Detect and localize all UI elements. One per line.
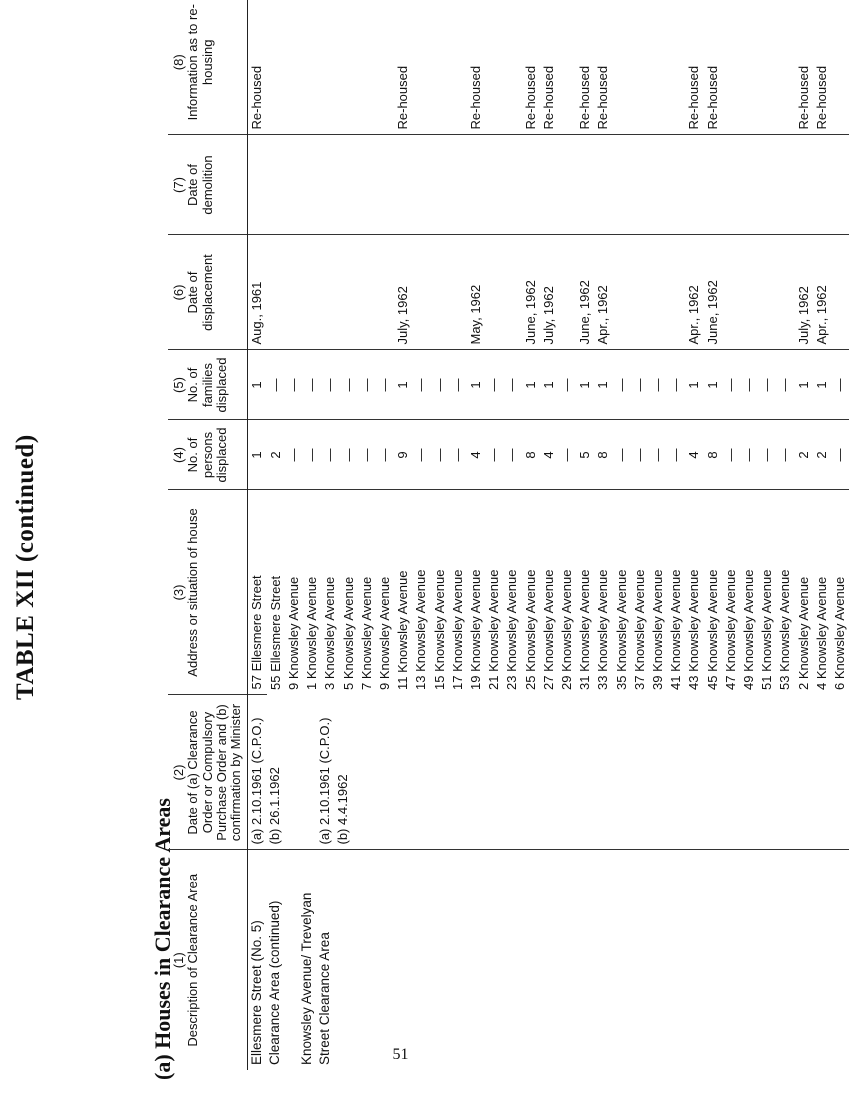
rehousing-info [358, 0, 376, 135]
families-displaced: — [613, 350, 631, 420]
persons-displaced: — [358, 420, 376, 490]
persons-displaced: — [667, 420, 685, 490]
house-address: 6 Knowsley Avenue [831, 576, 847, 690]
rehousing-info: Re-housed [576, 0, 594, 135]
families-displaced: 1 [594, 350, 612, 420]
families-displaced: — [267, 350, 285, 420]
demolition-date [412, 135, 430, 235]
rehousing-info [285, 0, 303, 135]
order-date-a: (a) 2.10.1961 (C.P.O.) [249, 717, 265, 845]
displacement-date [503, 235, 521, 350]
house-address: 37 Knowsley Avenue [631, 569, 647, 690]
displacement-date [667, 235, 685, 350]
persons-displaced: — [321, 420, 339, 490]
displacement-date: Apr., 1962 [594, 235, 612, 350]
rehousing-info: Re-housed [685, 0, 703, 135]
families-displaced: — [340, 350, 358, 420]
rehousing-info [722, 0, 740, 135]
families-displaced: — [412, 350, 430, 420]
demolition-date [267, 135, 285, 235]
house-address: 35 Knowsley Avenue [613, 569, 629, 690]
rehousing-info [485, 0, 503, 135]
persons-displaced: 2 [813, 420, 831, 490]
house-address: 25 Knowsley Avenue [522, 569, 538, 690]
rehousing-info: Re-housed [594, 0, 612, 135]
persons-displaced: — [613, 420, 631, 490]
families-displaced: — [321, 350, 339, 420]
demolition-date [358, 135, 376, 235]
persons-displaced: — [776, 420, 794, 490]
order-date-a: (a) 2.10.1961 (C.P.O.) [317, 717, 333, 845]
rehousing-info: Re-housed [540, 0, 558, 135]
persons-displaced: 5 [576, 420, 594, 490]
persons-displaced: 8 [704, 420, 722, 490]
displacement-date [722, 235, 740, 350]
demolition-date [758, 135, 776, 235]
families-displaced: — [449, 350, 467, 420]
persons-displaced: 2 [267, 420, 285, 490]
confirmation-date-b: (b) 4.4.1962 [335, 774, 351, 845]
persons-displaced: — [340, 420, 358, 490]
rehousing-info: Re-housed [467, 0, 485, 135]
persons-displaced: 4 [685, 420, 703, 490]
displacement-date [285, 235, 303, 350]
house-address: 51 Knowsley Avenue [759, 569, 775, 690]
displacement-date [431, 235, 449, 350]
rehousing-info: Re-housed [813, 0, 831, 135]
rehousing-info [558, 0, 576, 135]
rehousing-info [412, 0, 430, 135]
house-address: 49 Knowsley Avenue [740, 569, 756, 690]
demolition-date [376, 135, 394, 235]
demolition-date [394, 135, 412, 235]
persons-displaced: — [758, 420, 776, 490]
persons-displaced: 9 [394, 420, 412, 490]
demolition-date [685, 135, 703, 235]
persons-displaced: — [503, 420, 521, 490]
persons-displaced: 1 [248, 420, 267, 490]
displacement-date [558, 235, 576, 350]
displacement-date [449, 235, 467, 350]
families-displaced: — [667, 350, 685, 420]
table-row [248, 0, 267, 1070]
families-displaced: 1 [522, 350, 540, 420]
house-address: 17 Knowsley Avenue [449, 569, 465, 690]
rehousing-info [376, 0, 394, 135]
rehousing-info: Re-housed [394, 0, 412, 135]
demolition-date [613, 135, 631, 235]
house-address: 4 Knowsley Avenue [813, 576, 829, 690]
house-address: 33 Knowsley Avenue [595, 569, 611, 690]
displacement-date [776, 235, 794, 350]
rehousing-info: Re-housed [795, 0, 813, 135]
demolition-date [631, 135, 649, 235]
families-displaced: — [376, 350, 394, 420]
displacement-date: Aug., 1961 [248, 235, 267, 350]
families-displaced: — [776, 350, 794, 420]
house-address: 55 Ellesmere Street [267, 575, 283, 690]
displacement-date [267, 235, 285, 350]
column-header-displacement-date: (6) Date of displacement [168, 235, 248, 350]
displacement-date [340, 235, 358, 350]
demolition-date [667, 135, 685, 235]
families-displaced: — [831, 350, 849, 420]
house-address: 53 Knowsley Avenue [777, 569, 793, 690]
families-displaced: — [631, 350, 649, 420]
header-row [168, 0, 248, 1070]
order-dates [248, 695, 849, 850]
persons-displaced: — [485, 420, 503, 490]
rehousing-info [267, 0, 285, 135]
house-address: 57 Ellesmere Street [248, 490, 267, 695]
confirmation-date-b: (b) 26.1.1962 [267, 767, 283, 845]
families-displaced: 1 [248, 350, 267, 420]
house-address: 11 Knowsley Avenue [395, 570, 411, 690]
persons-displaced: — [449, 420, 467, 490]
families-displaced: — [722, 350, 740, 420]
displacement-date [831, 235, 849, 350]
house-address: 47 Knowsley Avenue [722, 569, 738, 690]
persons-displaced: — [831, 420, 849, 490]
house-address: 41 Knowsley Avenue [668, 569, 684, 690]
families-displaced: — [558, 350, 576, 420]
demolition-date [813, 135, 831, 235]
rehousing-info [503, 0, 521, 135]
rehousing-info [340, 0, 358, 135]
demolition-date [740, 135, 758, 235]
house-address: 7 Knowsley Avenue [358, 576, 374, 690]
demolition-date [831, 135, 849, 235]
demolition-date [722, 135, 740, 235]
persons-displaced: — [412, 420, 430, 490]
house-address: 9 Knowsley Avenue [376, 576, 392, 690]
house-address: 5 Knowsley Avenue [340, 576, 356, 690]
rehousing-info [431, 0, 449, 135]
rehousing-info [758, 0, 776, 135]
column-header-demolition-date: (7) Date of demolition [168, 135, 248, 235]
rehousing-info [667, 0, 685, 135]
displacement-date [485, 235, 503, 350]
house-address: 3 Knowsley Avenue [322, 576, 338, 690]
persons-displaced: — [631, 420, 649, 490]
rehousing-info [649, 0, 667, 135]
rehousing-info [303, 0, 321, 135]
rehousing-info [740, 0, 758, 135]
demolition-date [649, 135, 667, 235]
families-displaced: — [285, 350, 303, 420]
families-displaced: — [431, 350, 449, 420]
persons-displaced: — [431, 420, 449, 490]
persons-displaced: 4 [467, 420, 485, 490]
persons-displaced: — [376, 420, 394, 490]
demolition-date [540, 135, 558, 235]
persons-displaced: — [303, 420, 321, 490]
rehousing-info [831, 0, 849, 135]
demolition-date [795, 135, 813, 235]
rehousing-info [321, 0, 339, 135]
persons-displaced: — [722, 420, 740, 490]
demolition-date [704, 135, 722, 235]
displacement-date: July, 1962 [394, 235, 412, 350]
persons-displaced: 2 [795, 420, 813, 490]
displacement-date [321, 235, 339, 350]
column-header-address: (3) Address or situation of house [168, 490, 248, 695]
families-displaced: 1 [394, 350, 412, 420]
rehousing-info [631, 0, 649, 135]
house-address: 13 Knowsley Avenue [413, 569, 429, 690]
clearance-table [168, 0, 849, 1070]
column-header-description: (1) Description of Clearance Area [168, 850, 248, 1070]
page-number: 51 [392, 1046, 409, 1063]
table-title: TABLE XII (continued) [12, 434, 39, 700]
area-description: Ellesmere Street (No. 5) Clearance Area (continued) [249, 900, 283, 1065]
demolition-date [503, 135, 521, 235]
families-displaced: — [303, 350, 321, 420]
displacement-date [613, 235, 631, 350]
demolition-date [340, 135, 358, 235]
families-displaced: 1 [467, 350, 485, 420]
demolition-date [321, 135, 339, 235]
house-address: 27 Knowsley Avenue [540, 569, 556, 690]
house-address: 21 Knowsley Avenue [486, 569, 502, 690]
rehousing-info [776, 0, 794, 135]
families-displaced: 1 [795, 350, 813, 420]
demolition-date [285, 135, 303, 235]
displacement-date: Apr., 1962 [685, 235, 703, 350]
demolition-date [576, 135, 594, 235]
persons-displaced: — [740, 420, 758, 490]
rehousing-info [613, 0, 631, 135]
house-address: 43 Knowsley Avenue [686, 569, 702, 690]
persons-displaced: — [558, 420, 576, 490]
persons-displaced: — [649, 420, 667, 490]
clearance-area-descriptions [248, 850, 849, 1070]
clearance-table-wrapper [168, 0, 847, 1070]
demolition-date [431, 135, 449, 235]
house-address: 39 Knowsley Avenue [649, 569, 665, 690]
displacement-date [376, 235, 394, 350]
house-address: 31 Knowsley Avenue [577, 569, 593, 690]
families-displaced: 1 [576, 350, 594, 420]
house-address: 15 Knowsley Avenue [431, 569, 447, 690]
families-displaced: — [740, 350, 758, 420]
house-address: 1 Knowsley Avenue [304, 576, 320, 690]
persons-displaced: 4 [540, 420, 558, 490]
demolition-date [467, 135, 485, 235]
column-header-order-date: (2) Date of (a) Clearance Order or Compulsory Purchase Order and (b) confirmation by Minister [168, 695, 248, 850]
rehousing-info: Re-housed [248, 0, 267, 135]
persons-displaced: — [285, 420, 303, 490]
displacement-date [412, 235, 430, 350]
demolition-date [776, 135, 794, 235]
families-displaced: — [503, 350, 521, 420]
column-header-rehousing: (8) Information as to re-housing [168, 0, 248, 135]
demolition-date [248, 135, 267, 235]
displacement-date: June, 1962 [576, 235, 594, 350]
families-displaced: — [758, 350, 776, 420]
demolition-date [594, 135, 612, 235]
displacement-date: June, 1962 [704, 235, 722, 350]
persons-displaced: 8 [522, 420, 540, 490]
rehousing-info [449, 0, 467, 135]
families-displaced: 1 [704, 350, 722, 420]
rehousing-info: Re-housed [704, 0, 722, 135]
house-address: 29 Knowsley Avenue [558, 569, 574, 690]
families-displaced: 1 [540, 350, 558, 420]
displacement-date: June, 1962 [522, 235, 540, 350]
rehousing-info: Re-housed [522, 0, 540, 135]
column-header-persons: (4) No. of persons displaced [168, 420, 248, 490]
house-address: 23 Knowsley Avenue [504, 569, 520, 690]
demolition-date [303, 135, 321, 235]
families-displaced: — [358, 350, 376, 420]
displacement-date: May, 1962 [467, 235, 485, 350]
displacement-date [740, 235, 758, 350]
area-description: Knowsley Avenue/ Trevelyan Street Clearance Area [299, 892, 333, 1065]
displacement-date [358, 235, 376, 350]
families-displaced: — [649, 350, 667, 420]
displacement-date [649, 235, 667, 350]
demolition-date [485, 135, 503, 235]
column-header-families: (5) No. of families displaced [168, 350, 248, 420]
house-address: 45 Knowsley Avenue [704, 569, 720, 690]
displacement-date [758, 235, 776, 350]
families-displaced: — [485, 350, 503, 420]
demolition-date [558, 135, 576, 235]
house-address: 2 Knowsley Avenue [795, 576, 811, 690]
displacement-date: July, 1962 [540, 235, 558, 350]
displacement-date: July, 1962 [795, 235, 813, 350]
displacement-date: Apr., 1962 [813, 235, 831, 350]
demolition-date [449, 135, 467, 235]
house-address: 9 Knowsley Avenue [285, 576, 301, 690]
demolition-date [522, 135, 540, 235]
displacement-date [631, 235, 649, 350]
section-title: (a) Houses in Clearance Areas [150, 798, 175, 1080]
house-address: 19 Knowsley Avenue [467, 569, 483, 690]
displacement-date [303, 235, 321, 350]
persons-displaced: 8 [594, 420, 612, 490]
families-displaced: 1 [685, 350, 703, 420]
families-displaced: 1 [813, 350, 831, 420]
